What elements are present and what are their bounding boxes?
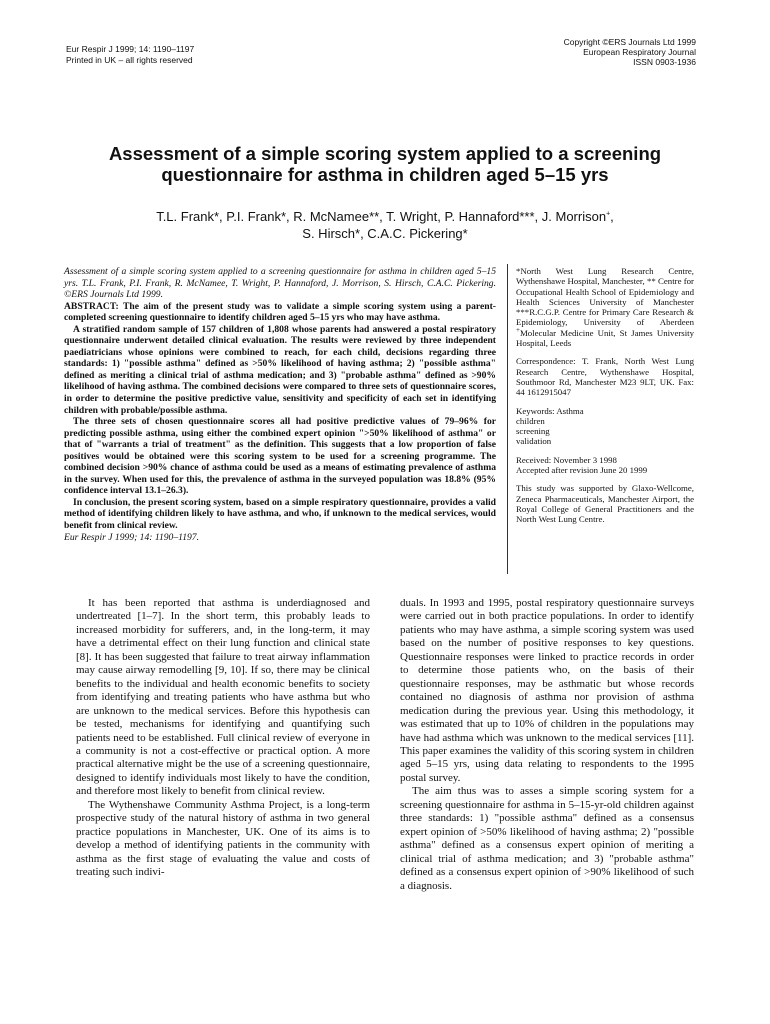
keywords — [516, 406, 694, 447]
keyword-item: validation — [516, 436, 552, 447]
sidebar-divider — [507, 264, 508, 574]
abstract — [64, 266, 496, 543]
affiliation-plus-mark: + — [516, 325, 520, 334]
abstract-results: The three sets of chosen questionnaire scores all had positive predictive values of 79–96% for predicting possible asthma, using either the combined expert opinion ">50% likelihood of asthma" or that of "warrants a trial of treatment" as the definition. This suggests that a low proportion of false positives would be obtained were this scoring system to be used for a screening programme. The combined decision >90% chance of asthma could be used as a means of estimating prevalence of asthma in the survey. When used for this, the prevalence of asthma in the surveyed population was 18.8% (95% confidence interval 13.1–26.3). — [64, 416, 496, 497]
author-list — [40, 208, 730, 242]
keywords-label: Keywords: Asthma — [516, 405, 584, 416]
journal-header-right — [564, 37, 696, 67]
body-paragraph: It has been reported that asthma is underdiagnosed and undertreated [1–7]. In the short term, this probably leads to increased morbidity for sufferers, and, in the long-term, it may have a detrimental effect on their lung function and clinical state [8]. It has been suggested that failure to treat airway inflammation may cause airway remodelling [9, 10]. If so, there may be clinical benefits to the individual and health economic benefits to society from identifying and treating patients who have asthma but who are unknown to the medical services. Before this hypothesis can be tested, mechanisms for identifying and quantifying such patients need to be established. Full clinical review of everyone in a community is not a cost-effective or practical option. A more practical alternative might be the use of a screening questionnaire, designed to identify individuals most likely to have the condition, and therefore most likely to benefit from clinical review. — [76, 597, 370, 798]
accepted-date: Accepted after revision June 20 1999 — [516, 465, 648, 476]
body-paragraph: The aim thus was to asses a simple scoring system for a screening questionnaire for asthma in 5–15-yr-old children against three standards: 1) "possible asthma" defined as a consensus expert opinion of >50% likelihood of having asthma; 2) "possible asthma" defined as a consensus expert opinion of meriting a clinical trial of asthma medication; and 3) "probable asthma" defined as a consensus expert opinion of >90% likelihood of such a diagnosis. — [400, 785, 694, 892]
sidebar-notes — [516, 266, 694, 533]
authors-line-2: S. Hirsch*, C.A.C. Pickering* — [302, 226, 468, 241]
journal-header-left — [66, 44, 194, 66]
title-line-1: Assessment of a simple scoring system applied to a screening — [108, 143, 662, 164]
affiliations — [516, 266, 694, 348]
received-date: Received: November 3 1998 — [516, 454, 617, 465]
authors-line-1-text: T.L. Frank*, P.I. Frank*, R. McNamee**, T. Wright, P. Hannaford***, J. Morrison — [156, 209, 607, 224]
funding-note: This study was supported by Glaxo-Wellcome, Zeneca Pharmaceuticals, Manchester Airport, the Royal College of General Practitioners and the North West Lung Centre. — [516, 483, 694, 525]
paper-title — [40, 143, 730, 185]
affiliations-text: *North West Lung Research Centre, Wythenshawe Hospital, Manchester, ** Centre for Occupational Health School of Epidemiology and Health Sciences University of Manchester ***R.C.G.P. Centre for Primary Care Research & Epidemiology, University of Aberdeen — [516, 266, 694, 328]
body-column-right — [400, 597, 694, 893]
keyword-item: screening — [516, 426, 550, 437]
abstract-conclusion: In conclusion, the present scoring system, based on a simple respiratory questionnaire, provides a valid method of identifying children likely to have asthma, and who, if unknown to the medical services, would benefit from clinical review. — [64, 496, 496, 532]
dates — [516, 455, 694, 476]
copyright-line: Copyright ©ERS Journals Ltd 1999 — [563, 37, 696, 47]
issn: ISSN 0903-1936 — [633, 57, 696, 67]
body-column-left — [76, 597, 370, 880]
journal-citation: Eur Respir J 1999; 14: 1190–1197 — [66, 44, 195, 54]
title-line-2: questionnaire for asthma in children aged 5–15 yrs — [161, 164, 609, 185]
abstract-citation: Assessment of a simple scoring system applied to a screening questionnaire for asthma in children aged 5–15 yrs. T.L. Frank, P.I. Frank, R. McNamee, T. Wright, P. Hannaford, J. Morrison, S. Hirsch, C.A.C. Pickering. ©ERS Journals Ltd 1999. — [64, 266, 496, 301]
author-plus-mark: + — [606, 210, 611, 218]
abstract-aim: ABSTRACT: The aim of the present study was to validate a simple scoring system using a parent-completed screening questionnaire to identify children aged 5–15 yrs who may have asthma. — [64, 300, 496, 324]
authors-line-1-end: , — [610, 209, 614, 224]
abstract-methods: A stratified random sample of 157 children of 1,808 whose parents had answered a postal respiratory questionnaire underwent detailed clinical evaluation. The results were reviewed by three independent paediatricians whose opinions were combined to reach, for each child, decisions regarding three standards: 1) "possible asthma" defined as >50% likelihood of having asthma; 2) "possible asthma" defined as meriting a clinical trial of asthma medication; and 3) "probable asthma" defined as >90% likelihood of having asthma. The combined decisions were compared to three sets of questionnaire scores, in order to determine the positive predictive value, sensitivity and specificity of each set in identifying children with probable/possible asthma. — [64, 323, 496, 416]
affiliation-plus-text: Molecular Medicine Unit, St James University Hospital, Leeds — [516, 327, 694, 349]
keyword-item: children — [516, 415, 545, 426]
journal-name: European Respiratory Journal — [583, 47, 696, 57]
correspondence: Correspondence: T. Frank, North West Lung Research Centre, Wythenshawe Hospital, Southmoor Rd, Manchester M23 9LT, UK. Fax: 44 1612915047 — [516, 356, 694, 398]
body-paragraph: The Wythenshawe Community Asthma Project, is a long-term prospective study of the natural history of asthma in two general practice populations in Manchester, UK. One of its aims is to develop a method of identifying patients in the community with asthma as the first stage of evaluating the value and costs of treating such indivi- — [76, 798, 370, 879]
abstract-journal-ref: Eur Respir J 1999; 14: 1190–1197. — [64, 531, 200, 543]
printed-notice: Printed in UK – all rights reserved — [66, 55, 193, 65]
body-paragraph: duals. In 1993 and 1995, postal respiratory questionnaire surveys were carried out in both practice populations. In order to identify patients who may have asthma, a simple scoring system was used based on the number of positive responses to key questions. Questionnaire responses were linked to practice records in order to determine those patients who, on the basis of their questionnaire responses, may be asthmatic but whose records contained no diagnosis of asthma nor provision of asthma medication during the previous year. Using this methodology, it was estimated that up to 10% of children in the populations may have had asthma which was unknown to the medical services [11]. This paper examines the validity of this scoring system in children aged 5–15 yrs, using data relating to respondents to the 1995 postal survey. — [400, 597, 694, 784]
authors-line-1 — [40, 208, 730, 225]
